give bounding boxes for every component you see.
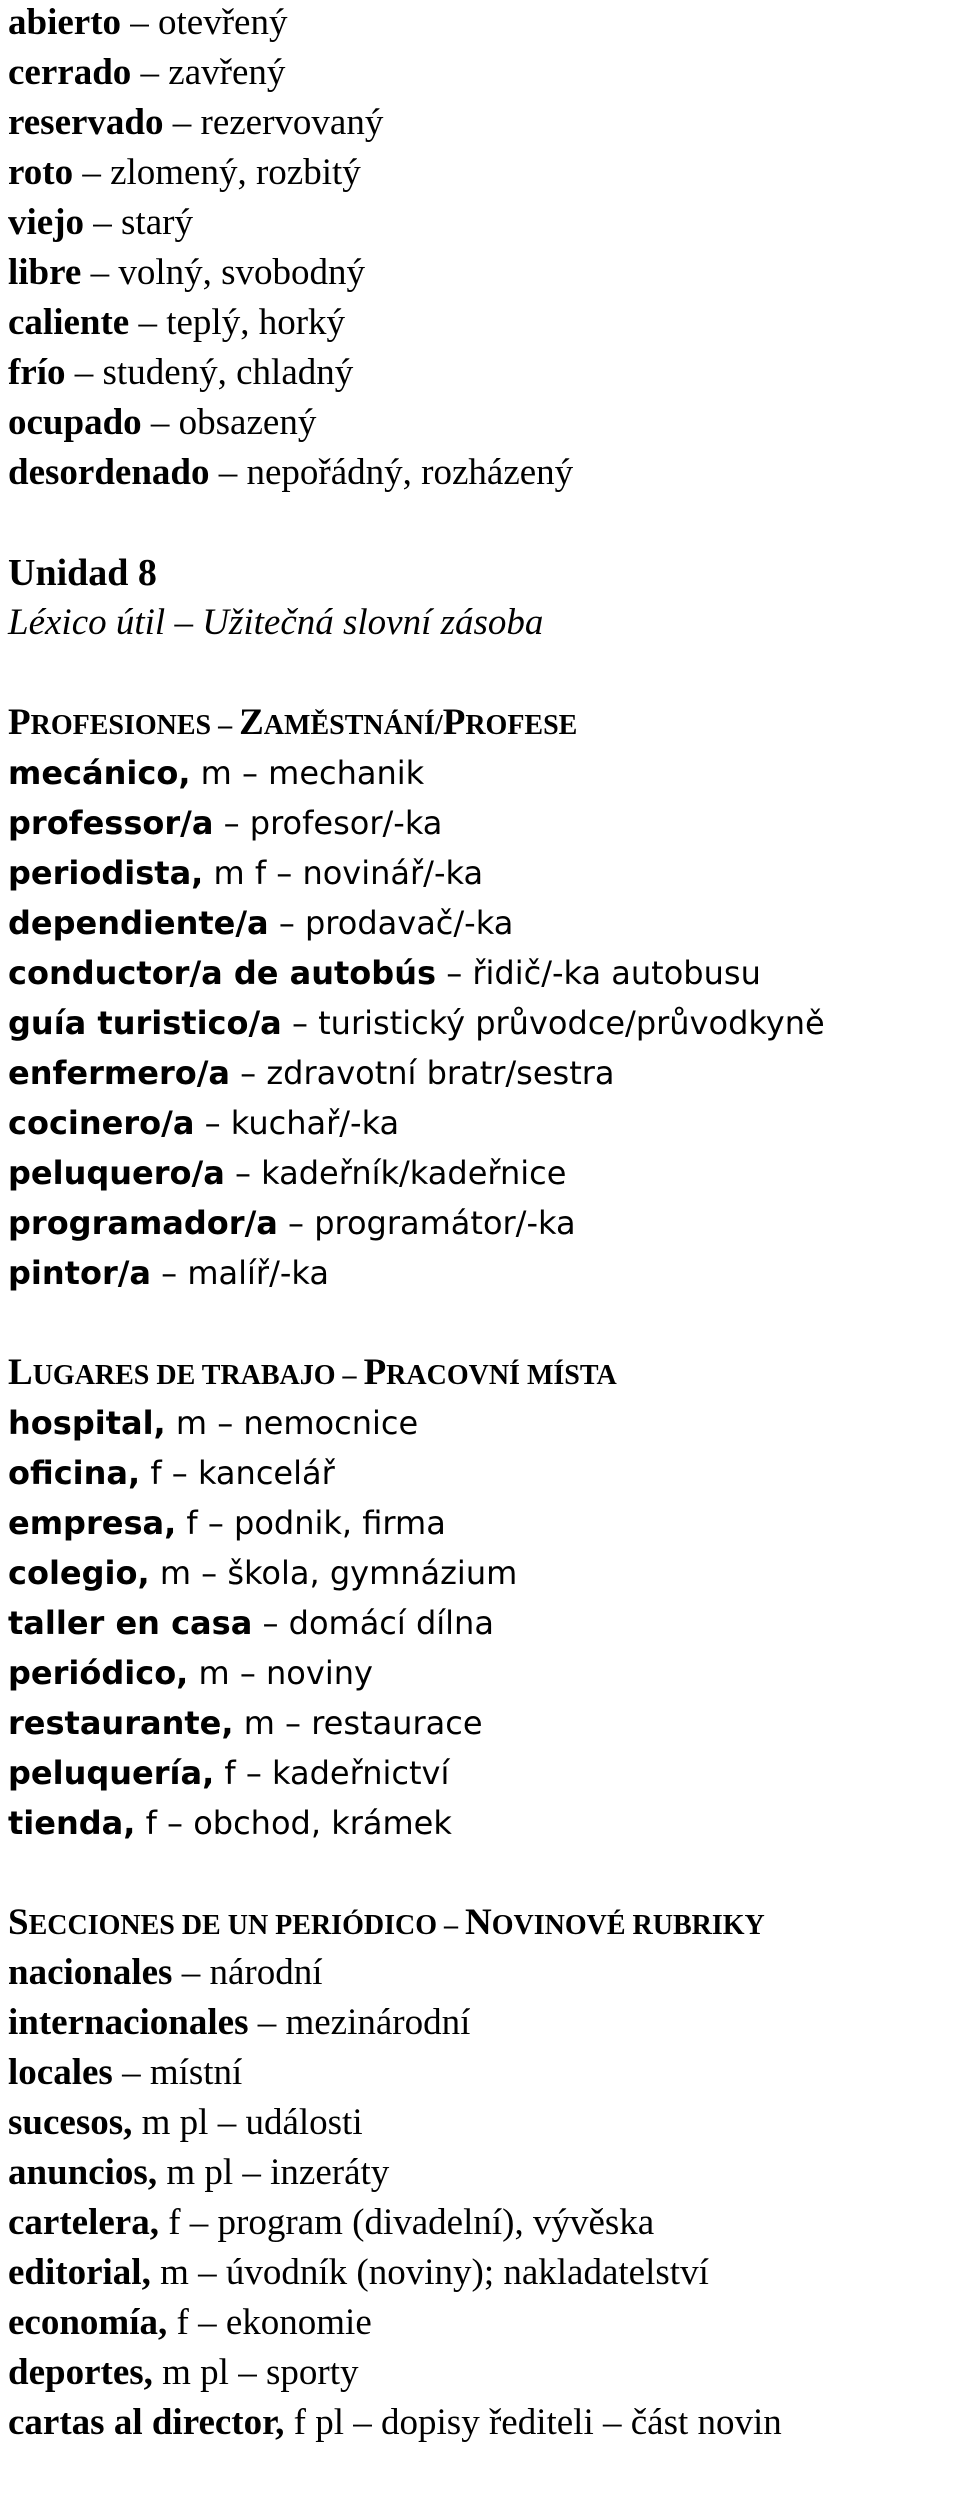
heading-part: UGARES DE TRABAJO –	[32, 1360, 364, 1391]
spanish-term: anuncios,	[8, 2152, 158, 2193]
vocab-entry	[8, 1500, 953, 1550]
heading-part: P	[8, 702, 31, 743]
czech-translation: zdravotní bratr/sestra	[266, 1054, 615, 1092]
vocab-entry	[8, 250, 953, 300]
heading-part: ROFESIONES –	[30, 710, 240, 741]
dash: –	[188, 2252, 226, 2293]
vocab-entry	[8, 1150, 953, 1200]
dash: –	[344, 2402, 382, 2443]
spanish-term: tienda,	[8, 1804, 136, 1842]
vocab-entry	[8, 350, 953, 400]
spanish-term: periódico,	[8, 1654, 189, 1692]
dash: –	[277, 1204, 315, 1242]
dash: –	[194, 1104, 231, 1142]
unit-title: Unidad 8	[8, 552, 157, 594]
vocab-entry	[8, 2300, 953, 2350]
grammar-note: f	[214, 1754, 236, 1792]
czech-translation: restaurace	[311, 1704, 483, 1742]
vocab-entry	[8, 1000, 953, 1050]
heading-part: RACOVNÍ MÍSTA	[386, 1360, 617, 1391]
vocab-entry	[8, 300, 953, 350]
grammar-note: m	[165, 1404, 208, 1442]
vocab-entry	[8, 400, 953, 450]
czech-translation: domácí dílna	[288, 1604, 494, 1642]
vocab-entry	[8, 1750, 953, 1800]
spanish-term: locales	[8, 2052, 113, 2093]
czech-translation: národní	[209, 1952, 323, 1993]
czech-translation: obsazený	[178, 402, 317, 443]
unit-subtitle: Léxico útil – Užitečná slovní zásoba	[8, 602, 544, 643]
heading-part: P	[363, 1352, 387, 1393]
spanish-term: taller en casa	[8, 1604, 253, 1642]
dash: –	[235, 1754, 273, 1792]
grammar-note: m f	[203, 854, 267, 892]
vocab-entry	[8, 1450, 953, 1500]
czech-translation: studený, chladný	[102, 352, 354, 393]
czech-translation: teplý, horký	[166, 302, 346, 343]
spanish-term: viejo	[8, 202, 85, 243]
spanish-term: periodista,	[8, 854, 204, 892]
grammar-note: f	[135, 1804, 157, 1842]
czech-translation: volný, svobodný	[118, 252, 366, 293]
dash: –	[141, 402, 179, 443]
heading-part: ROFESE	[465, 710, 578, 741]
dash: –	[224, 1154, 262, 1192]
czech-translation: řidič/-ka autobusu	[472, 954, 761, 992]
grammar-note: f	[176, 1504, 198, 1542]
spanish-term: deportes,	[8, 2352, 153, 2393]
vocab-entry	[8, 50, 953, 100]
section-heading	[8, 1350, 953, 1400]
spanish-term: mecánico,	[8, 754, 191, 792]
czech-translation: inzeráty	[270, 2152, 390, 2193]
czech-translation: programátor/-ka	[314, 1204, 576, 1242]
grammar-note: f	[167, 2302, 189, 2343]
spanish-term: libre	[8, 252, 82, 293]
spanish-term: cerrado	[8, 52, 132, 93]
spanish-term: frío	[8, 352, 66, 393]
heading-part: ECCIONES DE UN PERIÓDICO –	[28, 1910, 465, 1941]
vocab-entry	[8, 1550, 953, 1600]
vocab-entry	[8, 100, 953, 150]
vocab-entry	[8, 900, 953, 950]
czech-translation: sporty	[265, 2352, 359, 2393]
vocab-entry	[8, 2250, 953, 2300]
czech-translation: kuchař/-ka	[230, 1104, 400, 1142]
dash: –	[151, 1254, 188, 1292]
vocab-entry	[8, 1700, 953, 1750]
vocab-entry	[8, 200, 953, 250]
dash: –	[229, 1054, 267, 1092]
dash: –	[180, 2202, 218, 2243]
vocab-entry	[8, 450, 953, 500]
czech-translation: dopisy řediteli – část novin	[381, 2402, 782, 2443]
spanish-term: oficina,	[8, 1454, 141, 1492]
dash: –	[268, 904, 305, 942]
spacer	[8, 1850, 953, 1900]
vocab-entry	[8, 1600, 953, 1650]
spanish-term: desordenado	[8, 452, 210, 493]
vocab-entry	[8, 2150, 953, 2200]
spanish-term: empresa,	[8, 1504, 177, 1542]
czech-translation: otevřený	[158, 2, 288, 43]
vocab-entry	[8, 2100, 953, 2150]
section-heading	[8, 1900, 953, 1950]
heading-part: N	[464, 1902, 492, 1943]
grammar-note: m pl	[157, 2152, 234, 2193]
czech-translation: nepořádný, rozházený	[246, 452, 574, 493]
grammar-note: m	[233, 1704, 275, 1742]
section-entries	[8, 1400, 953, 1850]
grammar-note: f	[140, 1454, 162, 1492]
spanish-term: economía,	[8, 2302, 168, 2343]
vocab-entry	[8, 750, 953, 800]
vocab-entry	[8, 1250, 953, 1300]
dash: –	[266, 854, 303, 892]
vocab-entry	[8, 2000, 953, 2050]
heading-part: OVINOVÉ RUBRIKY	[491, 1910, 765, 1941]
spanish-term: ocupado	[8, 402, 142, 443]
dash: –	[84, 202, 122, 243]
heading-part: L	[8, 1352, 33, 1393]
dash: –	[281, 1004, 319, 1042]
dash: –	[208, 2102, 246, 2143]
spanish-term: sucesos,	[8, 2102, 133, 2143]
spanish-term: guía turistico/a	[8, 1004, 282, 1042]
czech-translation: kadeřnictví	[272, 1754, 450, 1792]
dash: –	[233, 2152, 271, 2193]
grammar-note: f pl	[284, 2402, 345, 2443]
dash: –	[231, 754, 269, 792]
czech-translation: mezinárodní	[285, 2002, 471, 2043]
grammar-note: m	[149, 1554, 191, 1592]
heading-part: AMĚSTNÁNÍ/	[263, 710, 443, 741]
spanish-term: cartas al director,	[8, 2402, 285, 2443]
vocab-entry	[8, 1800, 953, 1850]
vocab-entry	[8, 1200, 953, 1250]
spanish-term: enfermero/a	[8, 1054, 230, 1092]
vocab-entry	[8, 1650, 953, 1700]
spanish-term: abierto	[8, 2, 122, 43]
grammar-note: m	[150, 2252, 189, 2293]
dash: –	[197, 1504, 235, 1542]
czech-translation: prodavač/-ka	[304, 904, 514, 942]
czech-translation: kancelář	[197, 1454, 335, 1492]
spanish-term: pintor/a	[8, 1254, 151, 1292]
grammar-note: m pl	[152, 2352, 229, 2393]
dash: –	[252, 1604, 289, 1642]
dash: –	[156, 1804, 194, 1842]
adjective-list	[8, 0, 953, 500]
spanish-term: roto	[8, 152, 74, 193]
spanish-term: cocinero/a	[8, 1104, 195, 1142]
dash: –	[131, 52, 169, 93]
dash: –	[248, 2002, 286, 2043]
heading-part: Z	[239, 702, 264, 743]
dash: –	[209, 452, 247, 493]
dash: –	[274, 1704, 312, 1742]
czech-translation: starý	[121, 202, 193, 243]
czech-translation: škola, gymnázium	[227, 1554, 518, 1592]
dash: –	[228, 2352, 266, 2393]
spanish-term: hospital,	[8, 1404, 166, 1442]
vocab-entry	[8, 800, 953, 850]
spanish-term: internacionales	[8, 2002, 249, 2043]
czech-translation: novinář/-ka	[302, 854, 484, 892]
czech-translation: kadeřník/kadeřnice	[261, 1154, 567, 1192]
czech-translation: program (divadelní), vývěska	[217, 2202, 655, 2243]
dash: –	[172, 1952, 210, 1993]
spanish-term: peluquería,	[8, 1754, 215, 1792]
spanish-term: programador/a	[8, 1204, 278, 1242]
spacer	[8, 650, 953, 700]
dash: –	[207, 1404, 244, 1442]
vocabulary-page	[8, 0, 953, 2450]
vocab-entry	[8, 1050, 953, 1100]
section-heading	[8, 700, 953, 750]
dash: –	[163, 102, 201, 143]
grammar-note: m	[188, 1654, 230, 1692]
czech-translation: zlomený, rozbitý	[110, 152, 361, 193]
czech-translation: ekonomie	[225, 2302, 372, 2343]
czech-translation: nemocnice	[243, 1404, 419, 1442]
spanish-term: professor/a	[8, 804, 214, 842]
spanish-term: caliente	[8, 302, 130, 343]
vocab-entry	[8, 150, 953, 200]
heading-part: S	[8, 1902, 29, 1943]
vocab-entry	[8, 2350, 953, 2400]
vocab-entry	[8, 2050, 953, 2100]
spanish-term: editorial,	[8, 2252, 151, 2293]
vocabulary-sections	[8, 650, 953, 2450]
spacer	[8, 500, 953, 550]
grammar-note: f	[158, 2202, 181, 2243]
dash: –	[213, 804, 250, 842]
czech-translation: podnik, firma	[234, 1504, 446, 1542]
dash: –	[73, 152, 111, 193]
spanish-term: nacionales	[8, 1952, 173, 1993]
heading-part: P	[442, 702, 466, 743]
spanish-term: reservado	[8, 102, 164, 143]
grammar-note: m	[190, 754, 232, 792]
dash: –	[229, 1654, 267, 1692]
czech-translation: profesor/-ka	[249, 804, 443, 842]
dash: –	[190, 1554, 228, 1592]
dash: –	[161, 1454, 198, 1492]
vocab-entry	[8, 950, 953, 1000]
spacer	[8, 1300, 953, 1350]
section-entries	[8, 750, 953, 1300]
spanish-term: dependiente/a	[8, 904, 269, 942]
czech-translation: místní	[149, 2052, 243, 2093]
vocab-entry	[8, 2400, 953, 2450]
czech-translation: zavřený	[168, 52, 286, 93]
spanish-term: conductor/a de autobús	[8, 954, 437, 992]
czech-translation: mechanik	[268, 754, 425, 792]
czech-translation: rezervovaný	[200, 102, 384, 143]
dash: –	[436, 954, 473, 992]
vocab-entry	[8, 1950, 953, 2000]
spanish-term: restaurante,	[8, 1704, 234, 1742]
vocab-entry	[8, 0, 953, 50]
section-entries	[8, 1950, 953, 2450]
vocab-entry	[8, 1100, 953, 1150]
dash: –	[81, 252, 119, 293]
dash: –	[112, 2052, 150, 2093]
grammar-note: m pl	[132, 2102, 209, 2143]
vocab-entry	[8, 850, 953, 900]
spanish-term: peluquero/a	[8, 1154, 225, 1192]
dash: –	[188, 2302, 226, 2343]
vocab-entry	[8, 2200, 953, 2250]
czech-translation: turistický průvodce/průvodkyně	[318, 1004, 825, 1042]
czech-translation: noviny	[266, 1654, 373, 1692]
vocab-entry	[8, 1400, 953, 1450]
spanish-term: colegio,	[8, 1554, 150, 1592]
dash: –	[129, 302, 167, 343]
dash: –	[121, 2, 159, 43]
czech-translation: malíř/-ka	[187, 1254, 329, 1292]
czech-translation: úvodník (noviny); nakladatelství	[225, 2252, 709, 2293]
spanish-term: cartelera,	[8, 2202, 159, 2243]
dash: –	[65, 352, 103, 393]
czech-translation: události	[245, 2102, 363, 2143]
czech-translation: obchod, krámek	[193, 1804, 452, 1842]
